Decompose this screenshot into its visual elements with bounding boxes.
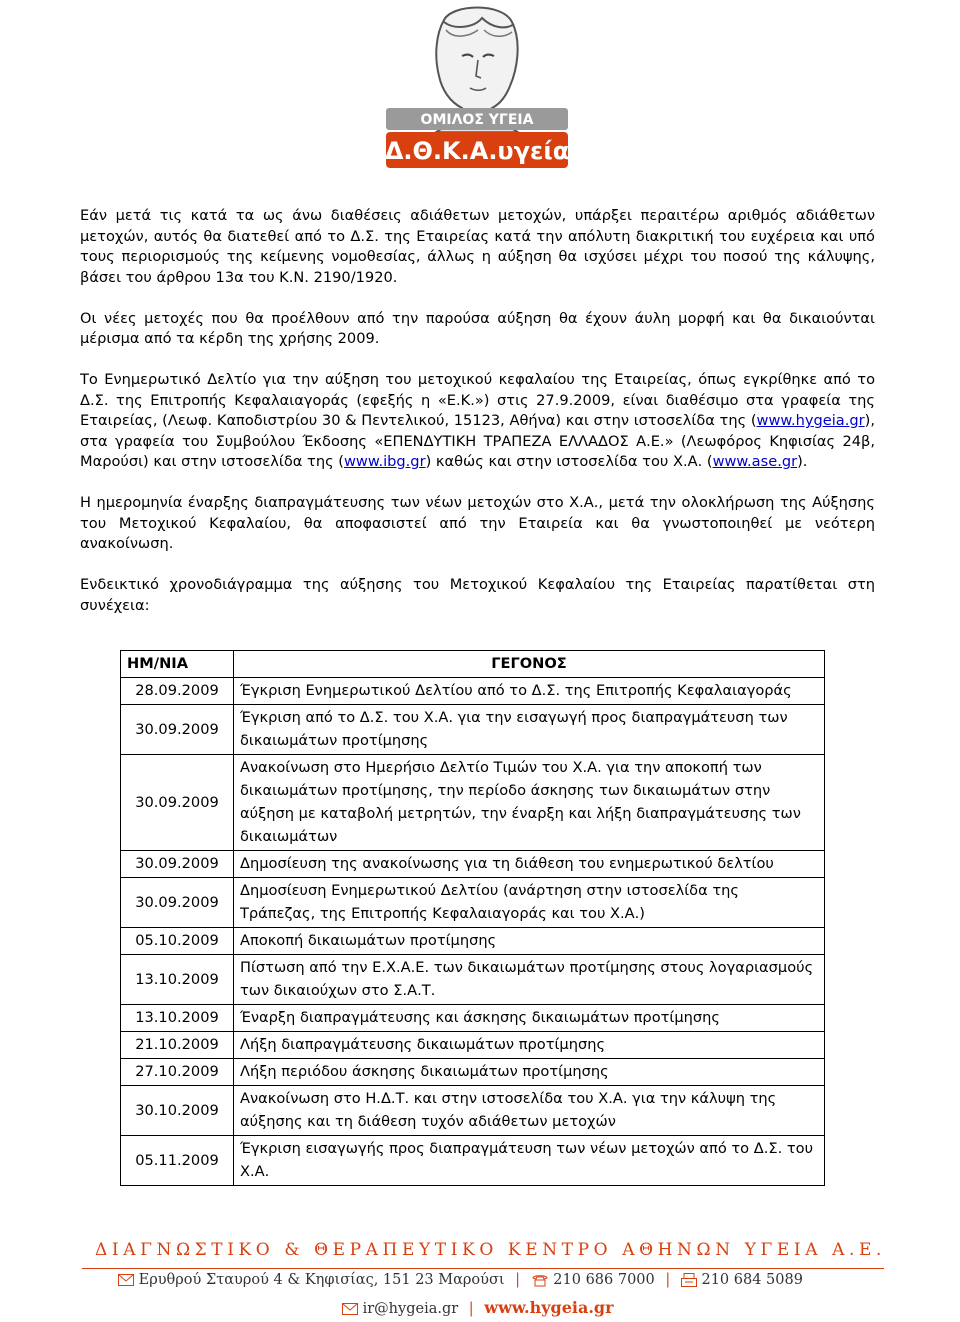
schedule-table [120, 650, 825, 1186]
paragraph-new-shares: Οι νέες μετοχές που θα προέλθουν από την παρούσα αύξηση θα έχουν άυλη μορφή και θα δικαιούνται μέρισμα από τα κέρδη της χρήσης 2009. [80, 309, 875, 347]
company-logo [382, 0, 572, 172]
paragraph-schedule-intro: Ενδεικτικό χρονοδιάγραμμα της αύξησης του Μετοχικού Κεφαλαίου της Εταιρείας παρατίθεται στη συνέχεια: [80, 576, 875, 614]
schedule-date: 30.09.2009 [121, 755, 234, 851]
logo-brand-text: Δ.Θ.Κ.Α.υγεία [384, 137, 570, 165]
footer-fax: 210 684 5089 [701, 1272, 803, 1288]
schedule-date: 05.11.2009 [121, 1136, 234, 1186]
schedule-row [121, 928, 825, 955]
paragraph-trading-start: Η ημερομηνία έναρξης διαπραγμάτευσης των νέων μετοχών στο Χ.Α., μετά την ολοκλήρωση της Αύξησης του Μετοχικού Κεφαλαίου, θα αποφασιστεί από την Εταιρεία και θα γνωστοποιηθεί με νεότερη ανακοίνωση. [80, 494, 875, 552]
footer-separator: | [515, 1272, 521, 1288]
schedule-row [121, 1059, 825, 1086]
link-ase[interactable]: www.ase.gr [712, 453, 798, 470]
header-event: ΓΕΓΟΝΟΣ [234, 651, 825, 678]
schedule-event: Λήξη περιόδου άσκησης δικαιωμάτων προτίμησης [234, 1059, 825, 1086]
schedule-date: 30.09.2009 [121, 851, 234, 878]
schedule-event: Ανακοίνωση στο Ημερήσιο Δελτίο Τιμών του Χ.Α. για την αποκοπή των δικαιωμάτων προτίμησης, την περίοδο άσκησης των δικαιωμάτων στην αύξηση με καταβολή μετρητών, την έναρξη και λήξη διαπραγμάτευσης των δικαιωμάτων [234, 755, 825, 851]
footer-address: Ερυθρού Σταυρού 4 & Κηφισίας, 151 23 Μαρούσι [138, 1272, 505, 1288]
schedule-date: 13.10.2009 [121, 1005, 234, 1032]
schedule-event: Έγκριση εισαγωγής προς διαπραγμάτευση των νέων μετοχών από το Δ.Σ. του Χ.Α. [234, 1136, 825, 1186]
schedule-date: 13.10.2009 [121, 955, 234, 1005]
envelope-icon [118, 1274, 134, 1286]
envelope-icon [342, 1303, 358, 1315]
schedule-row [121, 878, 825, 928]
header-date: ΗΜ/ΝΙΑ [121, 651, 234, 678]
schedule-header-row [121, 651, 825, 678]
schedule-date: 30.10.2009 [121, 1086, 234, 1136]
schedule-date: 21.10.2009 [121, 1032, 234, 1059]
prospectus-text-a: Το Ενημερωτικό Δελτίο για την αύξηση του μετοχικού κεφαλαίου της Εταιρείας, όπως εγκρίθηκε από το Δ.Σ. της Επιτροπής Κεφαλαιαγοράς (εφεξής η «Ε.Κ.») στις 27.9.2009, είναι διαθέσιμο στα γραφεία της Εταιρείας, (Λεωφ. Καποδιστρίου 30 & Πεντελικού, 15123, Αθήνα) και στην ιστοσελίδα της ( [80, 371, 875, 429]
schedule-event: Έγκριση από το Δ.Σ. του Χ.Α. για την εισαγωγή προς διαπραγμάτευση των δικαιωμάτων προτίμησης [234, 705, 825, 755]
schedule-event: Πίστωση από την Ε.Χ.Α.Ε. των δικαιωμάτων προτίμησης στους λογαριασμούς των δικαιούχων στο Σ.Α.Τ. [234, 955, 825, 1005]
schedule-row [121, 755, 825, 851]
schedule-date: 30.09.2009 [121, 878, 234, 928]
schedule-date: 28.09.2009 [121, 678, 234, 705]
prospectus-text-b: ), στα γραφεία του Συμβούλου Έκδοσης «ΕΠΕΝΔΥΤΙΚΗ ΤΡΑΠΕΖΑ ΕΛΛΑΔΟΣ Α.Ε.» (Λεωφόρος Κηφισίας 24β, Μαρούσι) και στην ιστοσελίδα της ( [80, 412, 875, 470]
prospectus-text-d: ). [797, 453, 808, 470]
footer-brand: ΔΙΑΓΝΩΣΤΙΚΟ & ΘΕΡΑΠΕΥΤΙΚΟ ΚΕΝΤΡΟ ΑΘΗΝΩΝ ΥΓΕΙΑ Α.Ε. [95, 1240, 887, 1260]
footer-phone: 210 686 7000 [553, 1272, 655, 1288]
link-hygeia[interactable]: www.hygeia.gr [756, 412, 865, 429]
footer-divider [82, 1268, 884, 1269]
schedule-date: 05.10.2009 [121, 928, 234, 955]
paragraph-unsold-shares: Εάν μετά τις κατά τα ως άνω διαθέσεις αδιάθετων μετοχών, υπάρξει περαιτέρω αριθμός αδιάθετων μετοχών, αυτός θα διατεθεί από το Δ.Σ. της Εταιρείας κατά την απόλυτη διακριτική του ευχέρεια και υπό τους περιορισμούς της κείμενης νομοθεσίας, άλλως η αύξηση θα ισχύσει μέχρι του ποσού της κάλυψης, βάσει του άρθρου 13α του Κ.Ν. 2190/1920. [80, 207, 875, 286]
schedule-event: Έναρξη διαπραγμάτευσης και άσκησης δικαιωμάτων προτίμησης [234, 1005, 825, 1032]
document-body [80, 206, 875, 630]
prospectus-text-c: ) καθώς και στην ιστοσελίδα του Χ.Α. ( [425, 453, 713, 470]
footer-email[interactable]: ir@hygeia.gr [362, 1301, 459, 1317]
schedule-row [121, 705, 825, 755]
fax-icon [681, 1273, 697, 1287]
schedule-row [121, 678, 825, 705]
logo-group-text: ΟΜΙΛΟΣ ΥΓΕΙΑ [420, 112, 534, 128]
schedule-event: Ανακοίνωση στο Η.Δ.Τ. και στην ιστοσελίδα του Χ.Α. για την κάλυψη της αύξησης και τη διάθεση τυχόν αδιάθετων μετοχών [234, 1086, 825, 1136]
hygeia-bust-logo [382, 0, 572, 172]
schedule-event: Έγκριση Ενημερωτικού Δελτίου από το Δ.Σ. της Επιτροπής Κεφαλαιαγοράς [234, 678, 825, 705]
schedule-event: Δημοσίευση Ενημερωτικού Δελτίου (ανάρτηση στην ιστοσελίδα της Τράπεζας, της Επιτροπής Κεφαλαιαγοράς και του Χ.Α.) [234, 878, 825, 928]
schedule-row [121, 1136, 825, 1186]
schedule-event: Δημοσίευση της ανακοίνωσης για τη διάθεση του ενημερωτικού δελτίου [234, 851, 825, 878]
schedule-event: Λήξη διαπραγμάτευσης δικαιωμάτων προτίμησης [234, 1032, 825, 1059]
paragraph-prospectus [80, 370, 875, 473]
footer-separator: | [665, 1272, 671, 1288]
footer-separator: | [468, 1301, 474, 1317]
link-ibg[interactable]: www.ibg.gr [343, 453, 426, 470]
schedule-date: 30.09.2009 [121, 705, 234, 755]
schedule-row [121, 1005, 825, 1032]
schedule-date: 27.10.2009 [121, 1059, 234, 1086]
schedule-row [121, 955, 825, 1005]
footer-website[interactable]: www.hygeia.gr [484, 1298, 614, 1317]
schedule-row [121, 851, 825, 878]
phone-icon [531, 1273, 549, 1287]
schedule-row [121, 1086, 825, 1136]
schedule-event: Αποκοπή δικαιωμάτων προτίμησης [234, 928, 825, 955]
schedule-body [121, 678, 825, 1186]
schedule-row [121, 1032, 825, 1059]
